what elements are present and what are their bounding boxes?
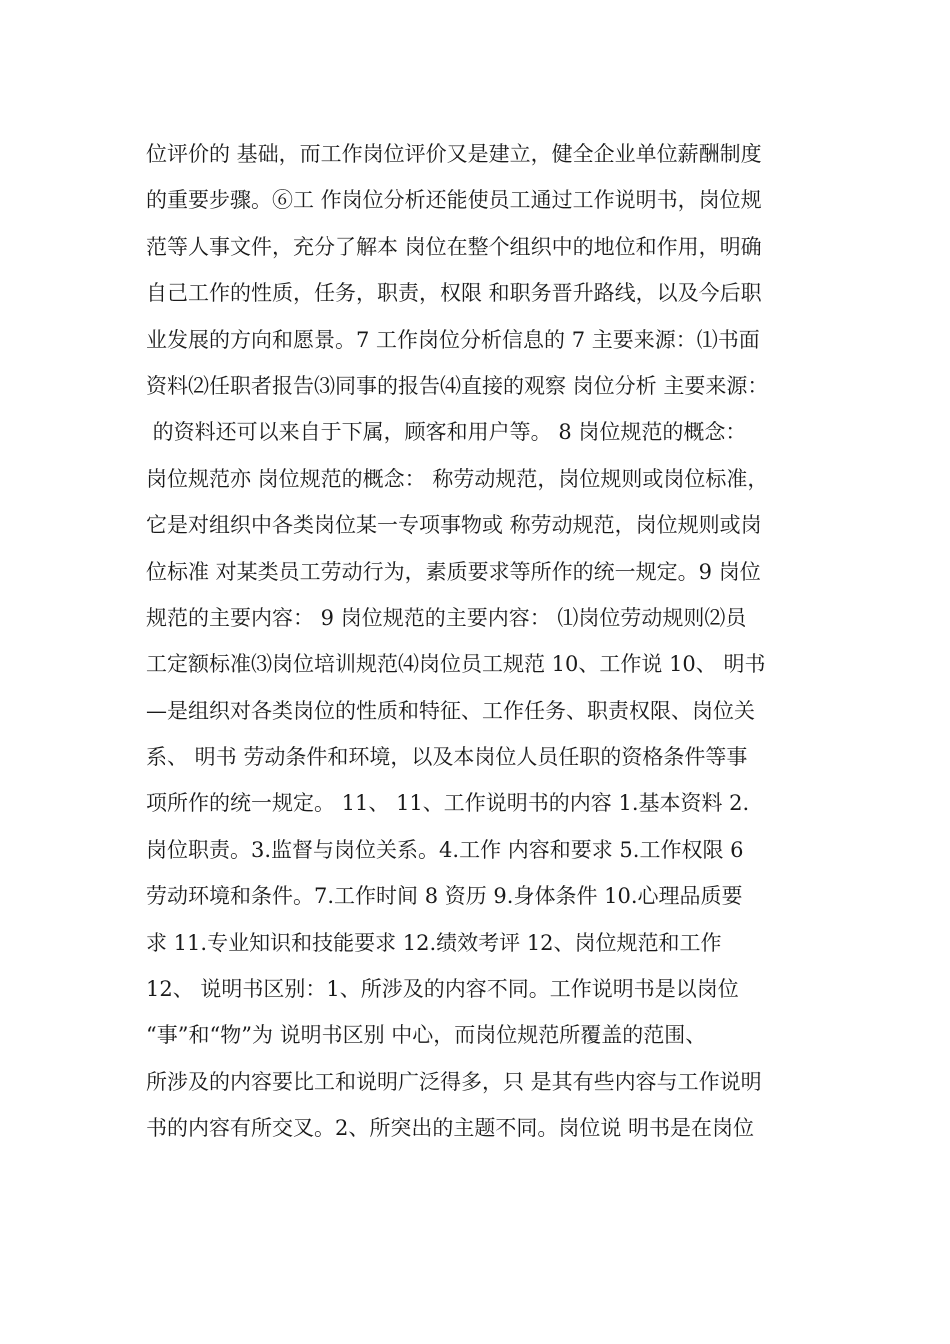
text-line: 岗位规范亦 岗位规范的概念： 称劳动规范，岗位规则或岗位标准， [146,466,769,491]
text-line: “事”和“物”为 说明书区别 中心，而岗位规范所覆盖的范围、 [146,1023,707,1048]
text-line: —是组织对各类岗位的性质和特征、工作任务、职责权限、岗位关 [146,698,755,723]
text-line: 范等人事文件，充分了解本 岗位在整个组织中的地位和作用，明确 [146,234,762,259]
text-line: 资料⑵任职者报告⑶同事的报告⑷直接的观察 岗位分析 主要来源： [146,373,769,398]
text-line: 书的内容有所交叉。2、所突出的主题不同。岗位说 明书是在岗位 [146,1116,755,1141]
text-line: 规范的主要内容： 9 岗位规范的主要内容： ⑴岗位劳动规则⑵员 [146,605,747,630]
body-text [146,131,826,1152]
text-line: 项所作的统一规定。 11、 11、工作说明书的内容 1.基本资料 2. [146,791,750,816]
text-line: 12、 说明书区别：1、所涉及的内容不同。工作说明书是以岗位 [146,977,739,1002]
text-line: 位评价的 基础，而工作岗位评价又是建立，健全企业单位薪酬制度 [146,142,762,166]
text-line: 工定额标准⑶岗位培训规范⑷岗位员工规范 10、工作说 10、 明书 [146,652,766,677]
text-line: 位标准 对某类员工劳动行为，素质要求等所作的统一规定。9 岗位 [146,559,761,584]
text-line: 劳动环境和条件。7.工作时间 8 资历 9.身体条件 10.心理品质要 [146,884,743,909]
text-line: 求 11.专业知识和技能要求 12.绩效考评 12、岗位规范和工作 [146,930,722,955]
text-line: 所涉及的内容要比工和说明广泛得多，只 是其有些内容与工作说明 [146,1069,762,1094]
text-line: 的资料还可以来自于下属，顾客和用户等。 8 岗位规范的概念： [146,420,747,445]
text-line: 岗位职责。3.监督与岗位关系。4.工作 内容和要求 5.工作权限 6 [146,837,744,862]
text-line: 的重要步骤。⑥工 作岗位分析还能使员工通过工作说明书，岗位规 [146,188,762,213]
text-line: 业发展的方向和愿景。7 工作岗位分析信息的 7 主要来源：⑴书面 [146,327,760,352]
text-line: 它是对组织中各类岗位某一专项事物或 称劳动规范，岗位规则或岗 [146,513,762,538]
text-line: 系、 明书 劳动条件和环境，以及本岗位人员任职的资格条件等事 [146,745,748,770]
text-line: 自己工作的性质，任务，职责，权限 和职务晋升路线，以及今后职 [146,281,762,306]
